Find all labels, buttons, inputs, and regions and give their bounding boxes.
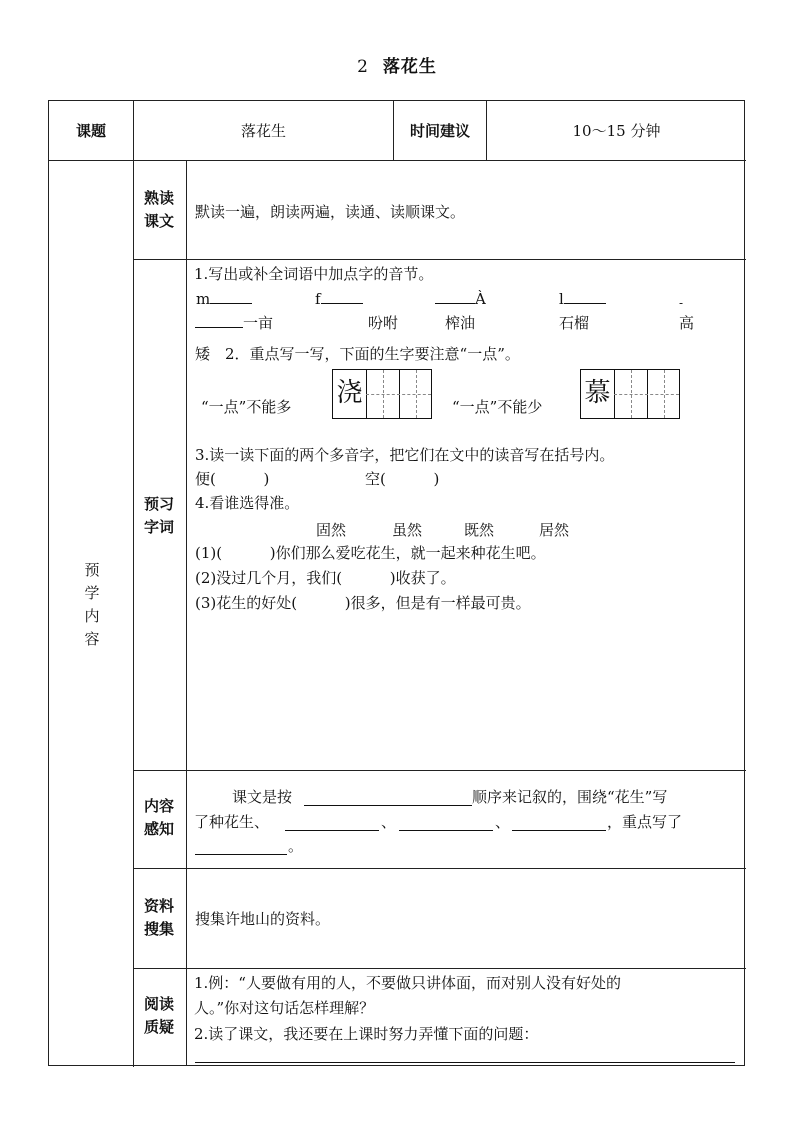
row-divider bbox=[134, 259, 746, 260]
question-q1-b: 人。”你对这句话怎样理解？ bbox=[194, 999, 375, 1017]
side-label: 预 学 内 容 bbox=[84, 561, 100, 648]
q1-hint-3: À bbox=[435, 287, 486, 311]
lesson-name: 落花生 bbox=[382, 57, 437, 77]
q3-b: 空( ) bbox=[365, 470, 440, 488]
answer-blank[interactable] bbox=[399, 830, 493, 831]
q1-tail: 矮 bbox=[195, 345, 211, 363]
answer-blank[interactable] bbox=[304, 805, 472, 806]
q4-option: 既然 bbox=[464, 521, 495, 539]
lesson-number: 2 bbox=[357, 57, 369, 77]
q1-word-3: 榨油 bbox=[445, 314, 476, 332]
row-divider bbox=[134, 770, 746, 771]
content-line2-b: ，重点写了 bbox=[607, 813, 683, 831]
answer-blank[interactable] bbox=[285, 830, 379, 831]
q1-hint-dot: - bbox=[679, 296, 684, 310]
q4-option: 居然 bbox=[539, 521, 570, 539]
q3-text: 3.读一读下面的两个多音字，把它们在文中的读音写在括号内。 bbox=[195, 446, 615, 464]
tian-grid-a bbox=[332, 369, 432, 419]
content-line1-b: 顺序来记叙的，围绕“花生”写 bbox=[472, 788, 668, 806]
q4-option: 固然 bbox=[316, 521, 347, 539]
content-label: 内容 感知 bbox=[143, 797, 174, 838]
content-line3-end: 。 bbox=[288, 837, 304, 855]
column-divider bbox=[186, 160, 187, 1065]
q1-word-1: 一亩 bbox=[195, 311, 273, 335]
q4-item-3: (3)花生的好处( )很多，但是有一样最可贵。 bbox=[195, 594, 531, 612]
read-text: 默读一遍，朗读两遍，读通、读顺课文。 bbox=[195, 203, 466, 221]
content-line1-a: 课文是按 bbox=[232, 788, 293, 806]
answer-blank[interactable] bbox=[195, 854, 287, 855]
tian-char-b: 慕 bbox=[584, 378, 611, 408]
topic-label: 课题 bbox=[75, 122, 106, 140]
row-divider bbox=[134, 968, 746, 969]
material-text: 搜集许地山的资料。 bbox=[195, 910, 331, 928]
q1-word-2: 吩咐 bbox=[368, 314, 399, 332]
q1-text: 1.写出或补全词语中加点字的音节。 bbox=[194, 265, 434, 283]
time-label: 时间建议 bbox=[409, 122, 470, 140]
q4-item-1: (1)( )你们那么爱吃花生，就一起来种花生吧。 bbox=[195, 544, 546, 562]
question-label: 阅读 质疑 bbox=[143, 995, 174, 1036]
q2-a-text: “一点”不能多 bbox=[201, 398, 292, 416]
worksheet-table bbox=[48, 100, 745, 1066]
read-label: 熟读 课文 bbox=[143, 189, 174, 230]
q2-text: 2．重点写一写，下面的生字要注意“一点”。 bbox=[225, 345, 520, 363]
page-title bbox=[0, 52, 794, 77]
q3-a: 便( ) bbox=[195, 470, 270, 488]
chars-label: 预习 字词 bbox=[143, 495, 174, 536]
q1-hint-2: f bbox=[315, 287, 363, 311]
q4-item-2: (2)没过几个月，我们( )收获了。 bbox=[195, 569, 456, 587]
tian-char-a: 浇 bbox=[336, 378, 363, 408]
content-line2-a: 了种花生、 bbox=[194, 813, 270, 831]
q2-b-text: “一点”不能少 bbox=[452, 398, 543, 416]
material-label: 资料 搜集 bbox=[143, 897, 174, 938]
q1-hint-4: l bbox=[559, 287, 606, 311]
topic-value: 落花生 bbox=[240, 122, 286, 140]
tian-grid-b bbox=[580, 369, 680, 419]
question-q1-a: 1.例：“人要做有用的人，不要做只讲体面，而对别人没有好处的 bbox=[194, 974, 621, 992]
answer-line[interactable] bbox=[195, 1062, 735, 1063]
answer-blank[interactable] bbox=[512, 830, 606, 831]
q1-word-5: 高 bbox=[679, 314, 695, 332]
q4-option: 虽然 bbox=[392, 521, 423, 539]
q4-text: 4.看谁选得准。 bbox=[195, 494, 300, 512]
content-sep: 、 bbox=[495, 813, 511, 831]
row-divider bbox=[134, 868, 746, 869]
q1-hint-1: m bbox=[196, 287, 252, 311]
row-divider bbox=[49, 160, 746, 161]
time-value: 10～15 分钟 bbox=[572, 122, 661, 140]
question-q2: 2.读了课文，我还要在上课时努力弄懂下面的问题： bbox=[194, 1025, 539, 1043]
q1-word-4: 石榴 bbox=[559, 314, 590, 332]
content-sep: 、 bbox=[381, 813, 397, 831]
